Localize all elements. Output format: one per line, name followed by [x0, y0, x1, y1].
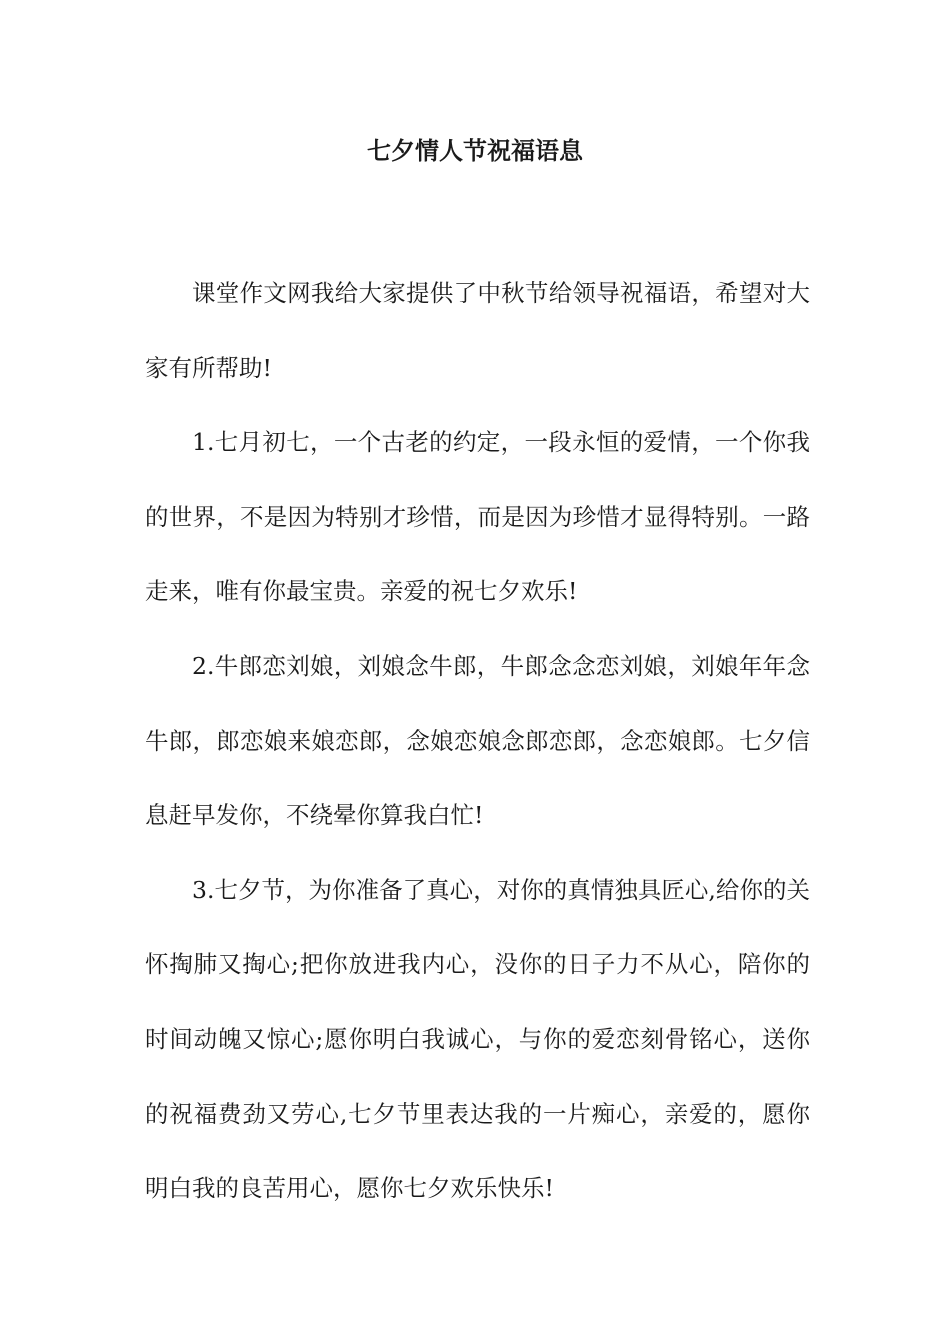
document-title: 七夕情人节祝福语息 — [367, 136, 583, 165]
wish-paragraph-3: 3.七夕节，为你准备了真心，对你的真情独具匠心,给你的关怀掏肺又掏心;把你放进我内心，没你的日子力不从心，陪你的时间动魄又惊心;愿你明白我诚心，与你的爱恋刻骨铭心，送你的祝福费劲又劳心,七夕节里表达我的一片痴心，亲爱的，愿你明白我的良苦用心，愿你七夕欢乐快乐! — [145, 875, 810, 1203]
document-body — [145, 256, 810, 1226]
wish-paragraph-1: 1.七月初七，一个古老的约定，一段永恒的爱情，一个你我的世界，不是因为特别才珍惜，而是因为珍惜才显得特别。一路走来，唯有你最宝贵。亲爱的祝七夕欢乐! — [145, 428, 810, 606]
intro-paragraph: 课堂作文网我给大家提供了中秋节给领导祝福语，希望对大家有所帮助! — [145, 279, 810, 382]
wish-paragraph-2: 2.牛郎恋刘娘，刘娘念牛郎，牛郎念念恋刘娘，刘娘年年念牛郎，郎恋娘来娘恋郎，念娘恋娘念郎恋郎，念恋娘郎。七夕信息赶早发你，不绕晕你算我白忙! — [145, 651, 810, 830]
